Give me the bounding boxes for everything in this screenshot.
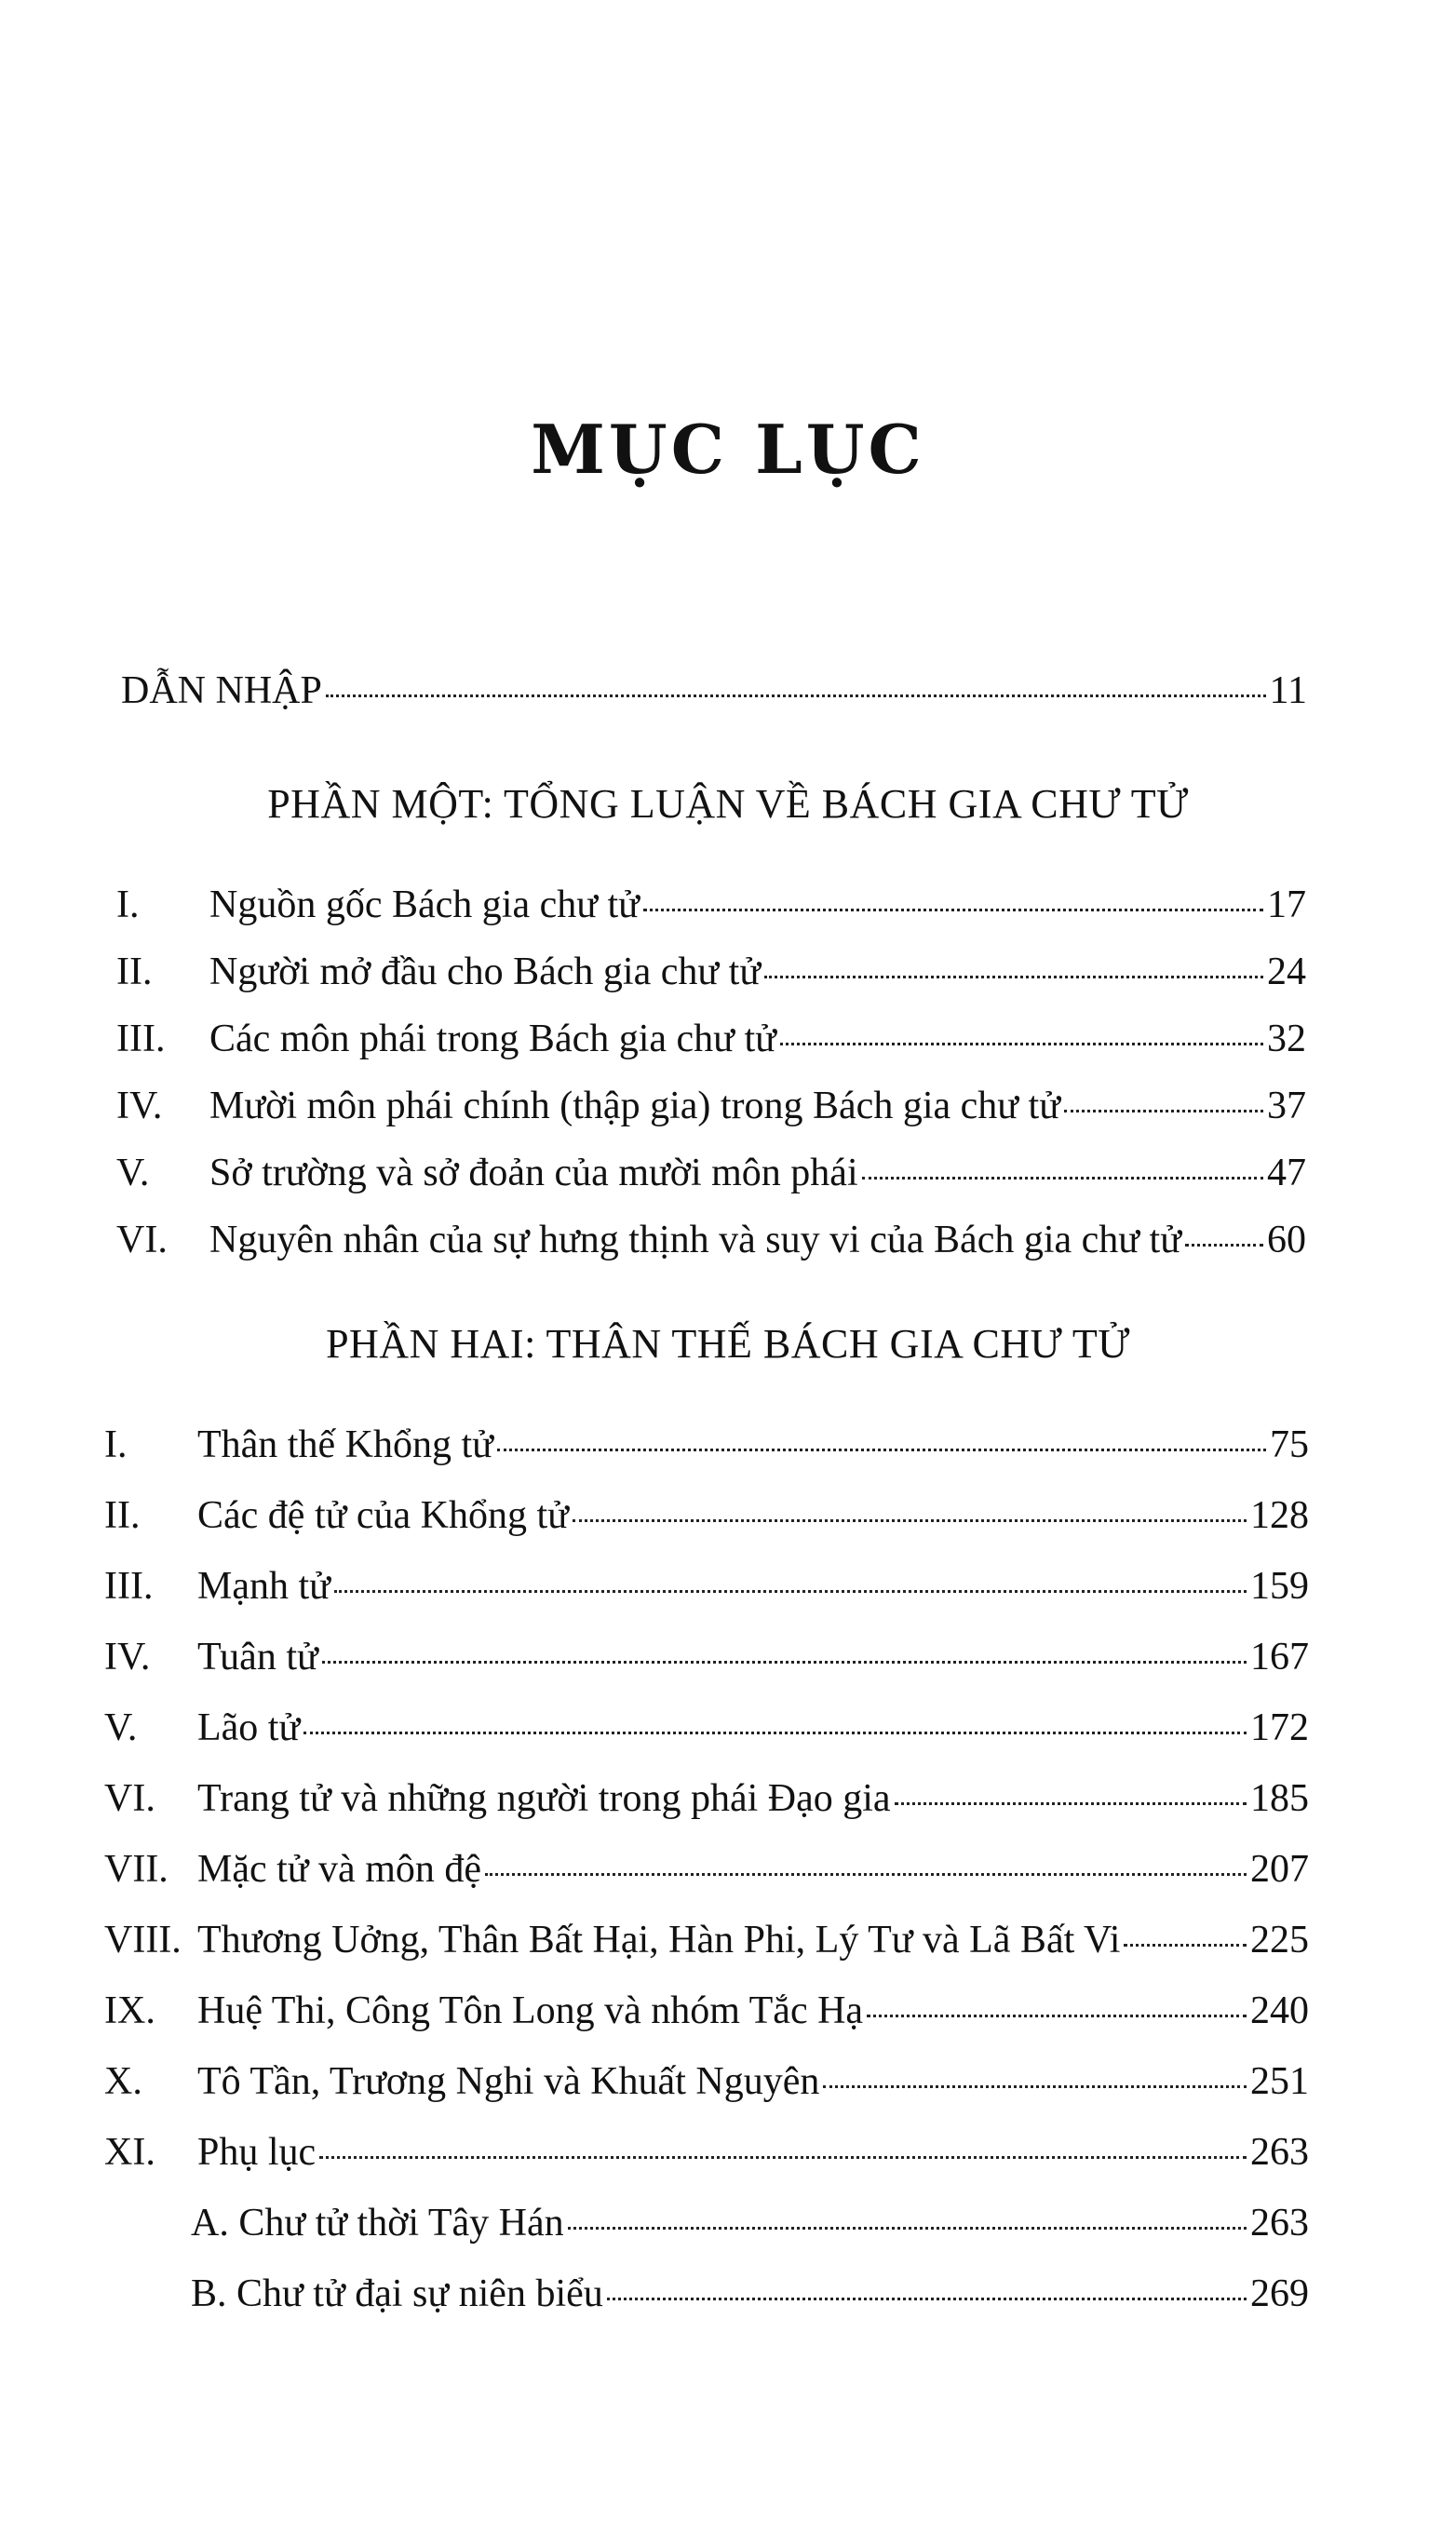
toc-entry[interactable] [116,1017,1306,1078]
toc-entry-page: 251 [1250,2060,1309,2103]
toc-entry[interactable] [104,1705,1309,1767]
dot-leader [867,2015,1247,2017]
page-title: MỤC LỤC [531,410,925,489]
toc-entry-label: A. Chư tử thời Tây Hán [191,2202,564,2245]
toc-entry-number: VI. [116,1219,168,1261]
toc-entry-label: Mười môn phái chính (thập gia) trong Bách gia chư tử [209,1085,1060,1127]
toc-entry-page: 185 [1250,1777,1309,1820]
part-one-heading: PHẦN MỘT: TỔNG LUẬN VỀ BÁCH GIA CHƯ TỬ [267,781,1189,827]
toc-entry-label: Sở trường và sở đoản của mười môn phái [209,1152,858,1194]
dot-leader [1064,1110,1263,1112]
toc-entry-number: IV. [104,1636,151,1678]
toc-entry-number: V. [104,1706,138,1749]
dot-leader [568,2227,1247,2230]
toc-entry[interactable] [116,1151,1306,1212]
toc-entry-label: Các đệ tử của Khổng tử [197,1494,569,1537]
toc-entry[interactable] [104,1776,1309,1838]
toc-entry[interactable] [116,883,1306,944]
toc-entry-label: Tuân tử [197,1636,318,1678]
toc-entry-page: 263 [1250,2131,1309,2174]
toc-entry-page: 128 [1250,1494,1309,1537]
toc-entry-label: Mặc tử và môn đệ [197,1848,482,1891]
toc-entry[interactable] [104,1847,1309,1908]
toc-entry-page: 24 [1267,950,1306,993]
toc-entry-page: 159 [1250,1565,1309,1608]
toc-entry[interactable] [116,950,1306,1011]
dot-leader [485,1873,1247,1876]
toc-entry[interactable] [104,1564,1309,1625]
toc-entry-number: IX. [104,1989,155,2032]
toc-entry-number: I. [104,1423,128,1466]
dot-leader [764,976,1263,978]
toc-entry-number: VIII. [104,1919,182,1962]
toc-entry-number: VI. [104,1777,155,1820]
dot-leader [643,909,1263,911]
toc-entry-number: V. [116,1152,150,1194]
toc-entry-number: VII. [104,1848,169,1891]
toc-entry-page: 32 [1267,1018,1306,1060]
toc-entry-label: Mạnh tử [197,1565,330,1608]
toc-entry-number: I. [116,883,140,926]
toc-entry-page: 167 [1250,1636,1309,1678]
toc-entry[interactable] [104,1422,1309,1484]
dot-leader [823,2085,1247,2088]
toc-entry-page: 60 [1267,1219,1306,1261]
dot-leader [322,1661,1247,1664]
toc-entry-number: X. [104,2060,142,2103]
toc-entry-page: 47 [1267,1152,1306,1194]
part-two-heading: PHẦN HAI: THÂN THẾ BÁCH GIA CHƯ TỬ [326,1321,1130,1367]
toc-entry-label: Lão tử [197,1706,301,1749]
dot-leader [497,1449,1266,1451]
dot-leader [319,2156,1247,2159]
toc-entry-label: Người mở đầu cho Bách gia chư tử [209,950,762,993]
toc-entry-number: II. [116,950,153,993]
dot-leader [607,2298,1247,2300]
toc-entry-page: 207 [1250,1848,1309,1891]
toc-entry-page: 37 [1267,1085,1306,1127]
toc-entry[interactable] [116,1084,1306,1145]
toc-entry-number: IV. [116,1085,163,1127]
toc-entry-label: Nguyên nhân của sự hưng thịnh và suy vi của Bách gia chư tử [209,1219,1181,1261]
toc-entry-page: 172 [1250,1706,1309,1749]
toc-entry-label: DẪN NHẬP [121,669,322,712]
toc-entry-intro[interactable] [121,668,1307,730]
toc-entry-page: 263 [1250,2202,1309,2245]
toc-entry-label: Huệ Thi, Công Tôn Long và nhóm Tắc Hạ [197,1989,864,2032]
toc-entry-label: Tô Tần, Trương Nghi và Khuất Nguyên [197,2060,820,2103]
dot-leader [862,1177,1263,1180]
toc-entry[interactable] [116,1218,1306,1279]
toc-entry-label: Thân thế Khổng tử [197,1423,493,1466]
dot-leader [334,1590,1247,1593]
dot-leader [895,1802,1247,1805]
toc-entry[interactable] [104,1635,1309,1696]
toc-entry-label: Nguồn gốc Bách gia chư tử [209,883,640,926]
toc-entry-page: 11 [1269,669,1307,712]
toc-sub-entry[interactable] [191,2272,1309,2333]
dot-leader [573,1519,1247,1522]
toc-entry-label: Các môn phái trong Bách gia chư tử [209,1018,776,1060]
toc-entry[interactable] [104,2059,1309,2121]
toc-entry-page: 75 [1270,1423,1309,1466]
toc-entry-number: III. [116,1018,166,1060]
toc-entry-page: 240 [1250,1989,1309,2032]
toc-entry-page: 225 [1250,1919,1309,1962]
toc-entry-page: 17 [1267,883,1306,926]
toc-entry[interactable] [104,1988,1309,2050]
dot-leader [780,1043,1263,1045]
toc-entry-page: 269 [1250,2272,1309,2315]
toc-entry-label: Thương Uởng, Thân Bất Hại, Hàn Phi, Lý Tư và Lã Bất Vi [197,1919,1121,1962]
toc-entry-number: II. [104,1494,141,1537]
dot-leader [1124,1944,1247,1947]
toc-entry-label: Trang tử và những người trong phái Đạo gia [197,1777,891,1820]
toc-sub-entry[interactable] [191,2201,1309,2262]
dot-leader [303,1732,1247,1734]
toc-entry[interactable] [104,2130,1309,2191]
toc-entry-label: Phụ lục [197,2131,317,2174]
toc-entry[interactable] [104,1493,1309,1555]
dot-leader [326,694,1266,697]
toc-entry-number: XI. [104,2131,155,2174]
toc-entry-label: B. Chư tử đại sự niên biểu [191,2272,603,2315]
toc-entry[interactable] [104,1918,1309,1979]
toc-entry-number: III. [104,1565,154,1608]
dot-leader [1185,1244,1263,1247]
